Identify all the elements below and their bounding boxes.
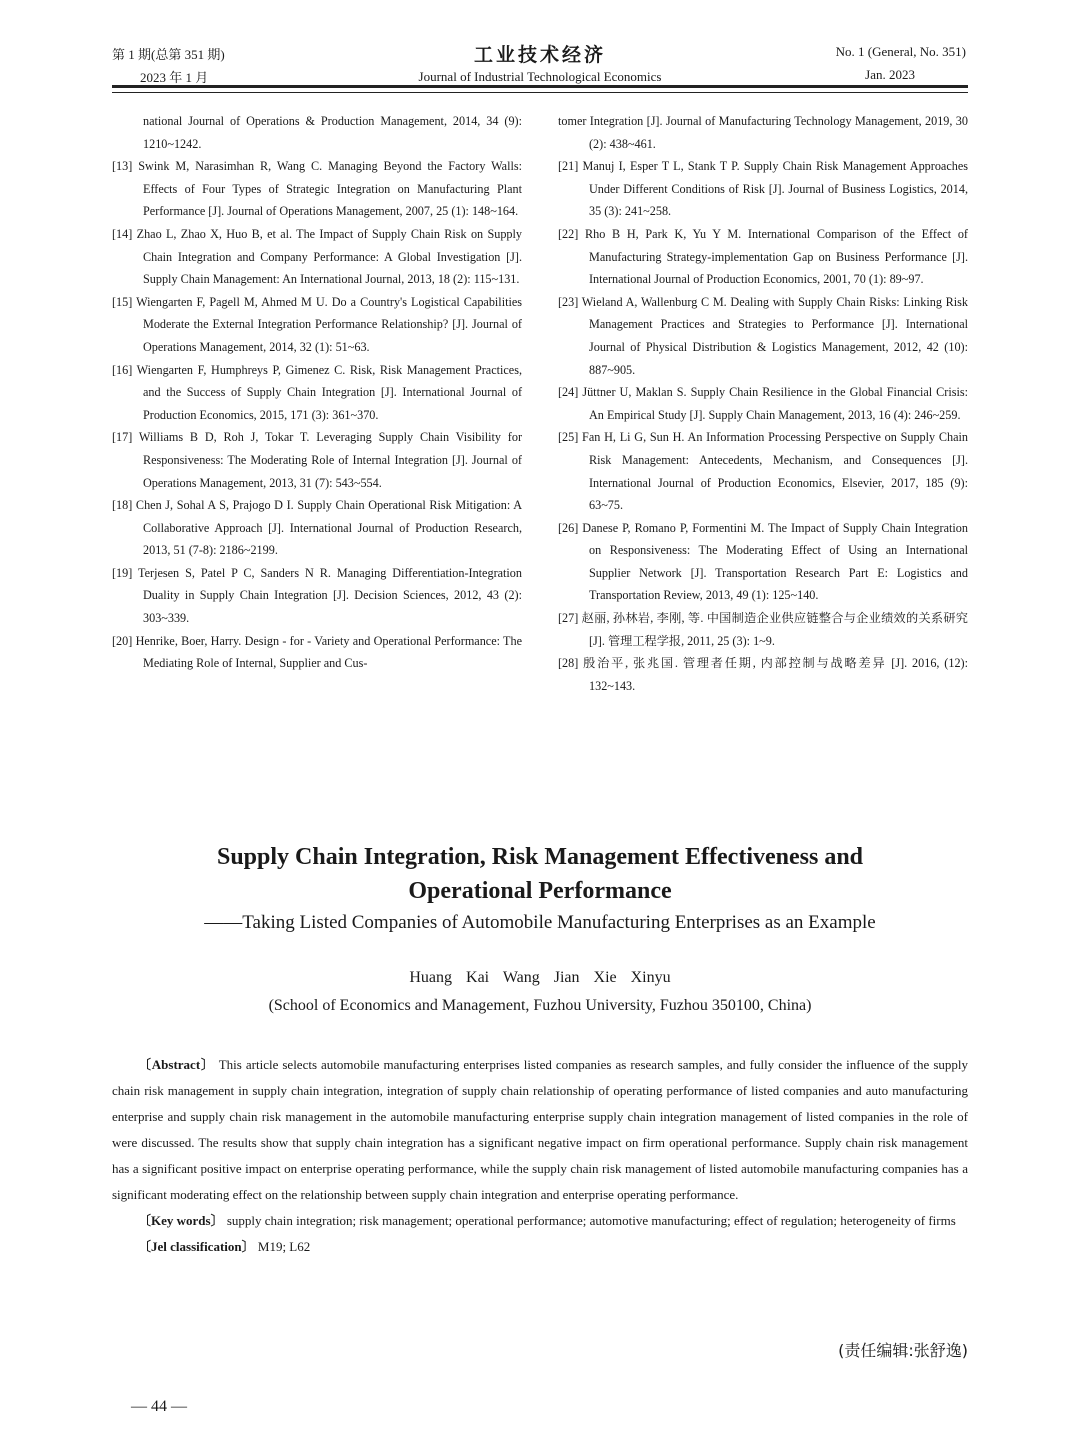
journal-title-cn: 工业技术经济 xyxy=(473,45,606,66)
article-title-line1: Supply Chain Integration, Risk Management Effectiveness and xyxy=(216,844,864,870)
journal-title-en: Journal of Industrial Technological Economics xyxy=(418,69,662,84)
header-rule-thin xyxy=(112,92,968,93)
abstract-text: This article selects automobile manufacturing enterprises listed companies as research samples, and fully consider the influence of the supply chain risk management in supply chain integration, integration of supply chain relationship of operating performance of listed companies and auto manufacturing enterprise and supply chain risk management in the automobile manufacturing enterprise supply chain integration management of listed companies in the role of were discussed. The results show that supply chain integration has a significant negative impact on firm operational performance. Supply chain risk management has a significant positive impact on enterprise operating performance, while the supply chain risk management of listed automobile manufacturing companies has a significant moderating effect on the relationship between supply chain integration and enterprise operating performance. xyxy=(112,1057,968,1202)
keywords-label: 〔Key words〕 xyxy=(138,1213,224,1228)
reference-entry: [25] Fan H, Li G, Sun H. An Information Processing Perspective on Supply Chain Risk Management: Antecedents, Mechanism, and Consequences [J]. International Journal of Production Economics, Elsevier, 2017, 185 (9): 63~75. xyxy=(558,430,968,513)
jel-text: M19; L62 xyxy=(257,1239,311,1254)
reference-entry: [16] Wiengarten F, Humphreys P, Gimenez C. Risk, Risk Management Practices, and the Success of Supply Chain Integration [J]. International Journal of Production Economics, 2015, 171 (3): 361~370. xyxy=(112,362,522,422)
abstract-paragraph xyxy=(112,1052,968,1208)
keywords-paragraph xyxy=(112,1208,968,1234)
reference-entry: [20] Henrike, Boer, Harry. Design - for - Variety and Operational Performance: The Mediating Role of Internal, Supplier and Cus- xyxy=(112,633,522,671)
abstract-label: 〔Abstract〕 xyxy=(138,1057,215,1072)
responsible-editor: (责任编辑:张舒逸) xyxy=(838,1341,968,1360)
keywords-text: supply chain integration; risk management; operational performance; automotive manufacturing; effect of regulation; heterogeneity of firms xyxy=(226,1213,956,1228)
abstract-block xyxy=(112,1052,968,1260)
header-issue-en: No. 1 (General, No. 351) xyxy=(835,44,966,59)
reference-entry: [22] Rho B H, Park K, Yu Y M. International Comparison of the Effect of Manufacturing Strategy-implementation Gap on Business Performance [J]. International Journal of Production Economics, 2001, 70 (1): 89~97. xyxy=(558,226,968,287)
reference-entry: [15] Wiengarten F, Pagell M, Ahmed M U. Do a Country's Logistical Capabilities Moderate the External Integration Performance Relationship? [J]. Journal of Operations Management, 2014, 32 (1): 51~63. xyxy=(112,294,522,354)
header-rule-thick xyxy=(112,85,968,88)
article-subtitle: ——Taking Listed Companies of Automobile Manufacturing Enterprises as an Example xyxy=(204,912,876,933)
jel-paragraph xyxy=(112,1234,968,1260)
page-number: — 44 — xyxy=(131,1398,187,1415)
reference-entry: [13] Swink M, Narasimhan R, Wang C. Managing Beyond the Factory Walls: Effects of Four Types of Strategic Integration on Manufacturing Plant Performance [J]. Journal of Operations Management, 2007, 25 (1): 148~164. xyxy=(112,159,522,219)
reference-entry: [14] Zhao L, Zhao X, Huo B, et al. The Impact of Supply Chain Risk on Supply Chain Integration and Company Performance: A Global Investigation [J]. Supply Chain Management: An International Journal, 2013, 18 (2): 115~131. xyxy=(112,226,522,287)
header-date-en: Jan. 2023 xyxy=(865,67,915,82)
article-affiliation: (School of Economics and Management, Fuzhou University, Fuzhou 350100, China) xyxy=(268,997,812,1014)
reference-entry: [28] 殷治平, 张兆国. 管理者任期, 内部控制与战略差异 [J]. 2016, (12): 132~143. xyxy=(558,656,968,693)
reference-entry: [24] Jüttner U, Maklan S. Supply Chain Resilience in the Global Financial Crisis: An Empirical Study [J]. Supply Chain Management, 2013, 16 (4): 246~259. xyxy=(558,385,968,422)
reference-entry: tomer Integration [J]. Journal of Manufacturing Technology Management, 2019, 30 (2): 438~461. xyxy=(558,114,968,151)
reference-entry: [19] Terjesen S, Patel P C, Sanders N R. Managing Differentiation-Integration Duality in Supply Chain Integration [J]. Decision Sciences, 2012, 43 (2): 303~339. xyxy=(112,565,522,626)
article-title-line2: Operational Performance xyxy=(408,878,672,904)
article-authors: Huang Kai Wang Jian Xie Xinyu xyxy=(409,969,671,986)
reference-entry: [17] Williams B D, Roh J, Tokar T. Leveraging Supply Chain Visibility for Responsiveness: The Moderating Role of Internal Integration [J]. Journal of Operations Management, 2013, 31 (7): 543~554. xyxy=(112,430,522,490)
header-issue-cn: 第 1 期(总第 351 期) xyxy=(112,47,225,62)
jel-label: 〔Jel classification〕 xyxy=(138,1239,255,1254)
header-date-cn: 2023 年 1 月 xyxy=(140,70,209,85)
article-title xyxy=(0,840,1080,908)
reference-entry: [27] 赵丽, 孙林岩, 李刚, 等. 中国制造企业供应链整合与企业绩效的关系研究 [J]. 管理工程学报, 2011, 25 (3): 1~9. xyxy=(558,611,968,648)
reference-entry: national Journal of Operations & Production Management, 2014, 34 (9): 1210~1242. xyxy=(143,114,522,151)
reference-entry: [23] Wieland A, Wallenburg C M. Dealing with Supply Chain Risks: Linking Risk Management Practices and Strategies to Performance [J]. International Journal of Physical Distribution & Logistics Management, 2012, 42 (10): 887~905. xyxy=(558,294,968,377)
reference-entry: [26] Danese P, Romano P, Formentini M. The Impact of Supply Chain Integration on Responsiveness: The Moderating Effect of Using an International Supplier Network [J]. Transportation Research Part E: Logistics and Transportation Review, 2013, 49 (1): 125~140. xyxy=(558,520,968,603)
reference-entry: [18] Chen J, Sohal A S, Prajogo D I. Supply Chain Operational Risk Mitigation: A Collaborative Approach [J]. International Journal of Production Research, 2013, 51 (7-8): 2186~2199. xyxy=(112,498,522,558)
references-right-column xyxy=(558,110,968,697)
references-left-column xyxy=(112,110,522,675)
reference-entry: [21] Manuj I, Esper T L, Stank T P. Supply Chain Risk Management Approaches Under Different Conditions of Risk [J]. Journal of Business Logistics, 2014, 35 (3): 241~258. xyxy=(558,159,968,219)
